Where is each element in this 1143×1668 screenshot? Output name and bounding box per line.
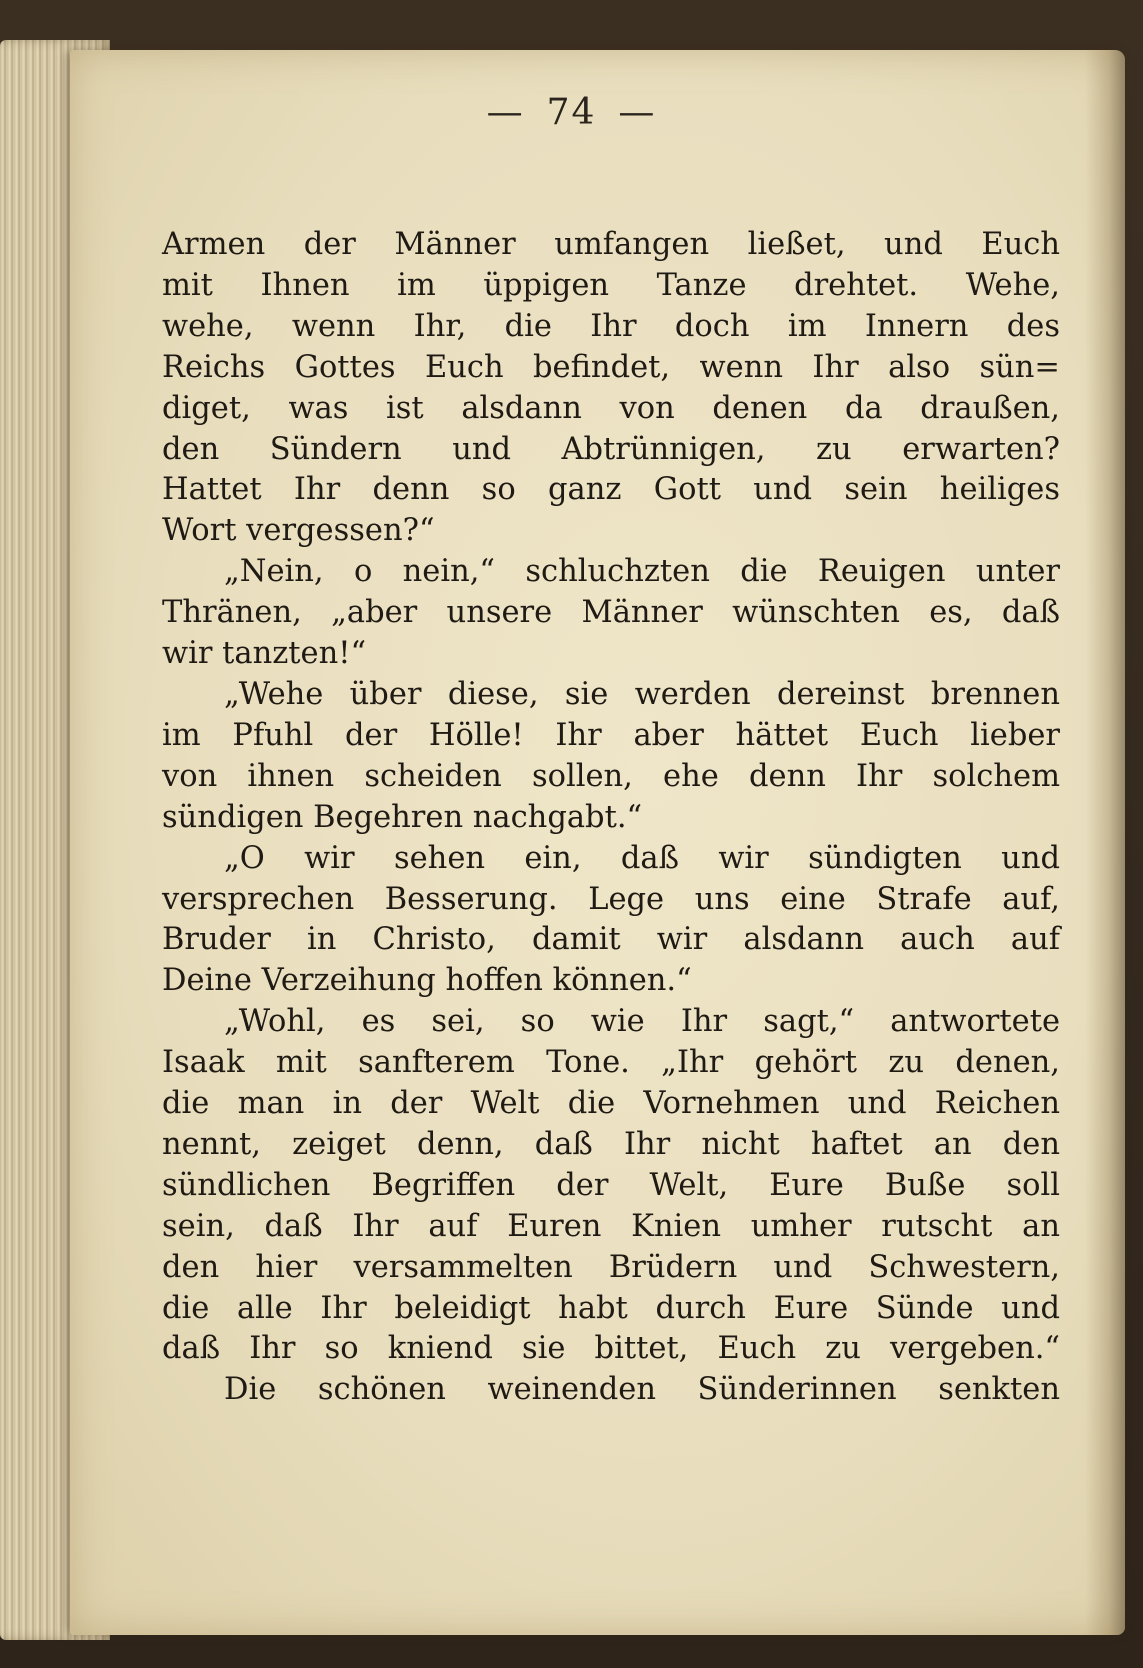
- text-line: den hier versammelten Brüdern und Schwestern,: [162, 1249, 1060, 1285]
- text-line: die man in der Welt die Vornehmen und Reichen: [162, 1086, 1060, 1122]
- page-header: [0, 92, 1143, 133]
- text-line: „Wehe über diese, sie werden dereinst brennen: [224, 676, 1060, 712]
- body-text: [162, 225, 1060, 1411]
- text-line: wir tanzten!“: [162, 636, 367, 672]
- text-line: Bruder in Christo, damit wir alsdann auch auf: [162, 922, 1060, 958]
- header-dash-right: —: [618, 92, 657, 133]
- text-line: wehe, wenn Ihr, die Ihr doch im Innern des: [162, 308, 1060, 344]
- text-line: Reichs Gottes Euch befindet, wenn Ihr also sün=: [162, 349, 1060, 385]
- text-line: diget, was ist alsdann von denen da draußen,: [162, 390, 1060, 426]
- page-gutter-shadow: [1085, 50, 1125, 1635]
- text-line: sein, daß Ihr auf Euren Knien umher rutscht an: [162, 1208, 1060, 1244]
- text-line: sündigen Begehren nachgabt.“: [162, 799, 643, 835]
- text-line: Armen der Männer umfangen ließet, und Euch: [162, 227, 1060, 262]
- text-line: Wort vergessen?“: [162, 513, 435, 549]
- text-line: von ihnen scheiden sollen, ehe denn Ihr solchem: [162, 758, 1060, 794]
- header-dash-left: —: [486, 92, 525, 133]
- text-line: Isaak mit sanfterem Tone. „Ihr gehört zu denen,: [162, 1045, 1060, 1081]
- text-line: „O wir sehen ein, daß wir sündigten und: [224, 840, 1060, 876]
- text-line: „Wohl, es sei, so wie Ihr sagt,“ antwortete: [224, 1004, 1060, 1040]
- text-line: die alle Ihr beleidigt habt durch Eure Sünde und: [162, 1290, 1060, 1326]
- text-line: daß Ihr so kniend sie bittet, Euch zu vergeben.“: [162, 1331, 1060, 1367]
- text-line: „Nein, o nein,“ schluchzten die Reuigen unter: [224, 554, 1060, 590]
- text-line: Die schönen weinenden Sünderinnen senkten: [224, 1372, 1060, 1408]
- text-line: Thränen, „aber unsere Männer wünschten es, daß: [162, 595, 1060, 631]
- text-line: Deine Verzeihung hoffen können.“: [162, 963, 692, 999]
- text-line: mit Ihnen im üppigen Tanze drehtet. Wehe,: [162, 267, 1060, 303]
- text-line: den Sündern und Abtrünnigen, zu erwarten?: [162, 431, 1060, 467]
- text-line: sündlichen Begriffen der Welt, Eure Buße soll: [162, 1167, 1060, 1203]
- text-line: im Pfuhl der Hölle! Ihr aber hättet Euch lieber: [162, 717, 1060, 753]
- text-line: versprechen Besserung. Lege uns eine Strafe auf,: [162, 881, 1060, 917]
- text-line: nennt, zeiget denn, daß Ihr nicht haftet an den: [162, 1126, 1060, 1162]
- text-line: Hattet Ihr denn so ganz Gott und sein heiliges: [162, 472, 1060, 508]
- page-number: 74: [546, 92, 597, 133]
